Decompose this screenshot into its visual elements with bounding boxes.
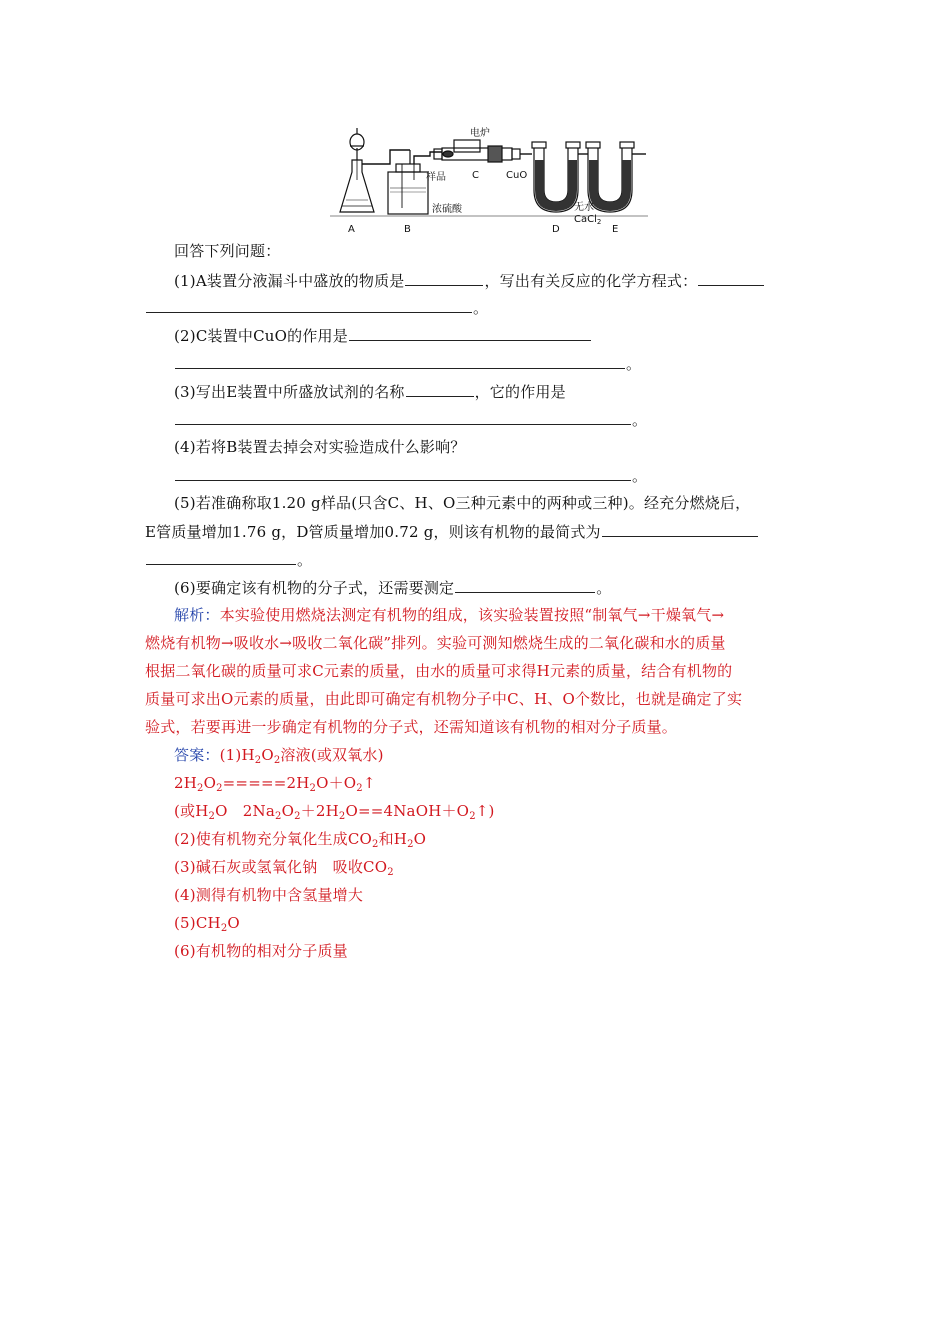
question-3: (3)写出E装置中所盛放试剂的名称 ，它的作用是	[174, 383, 566, 401]
label-anhydrous: 无水	[574, 202, 594, 213]
u-tube-e	[586, 142, 646, 212]
answer-equation-2: (或$H_2O$ $2Na_2O_2+2H_2O==4NaOH+O_2↑$)	[174, 802, 495, 822]
answer-blank[interactable]	[146, 549, 296, 565]
answer-blank[interactable]	[698, 270, 764, 286]
analysis-line-3: 根据二氧化碳的质量可求C元素的质量，由水的质量可求得H元素的质量，结合有机物的	[145, 662, 733, 680]
question-1-cont: 。	[145, 297, 488, 318]
answer-2: (2)使有机物充分氧化生成$CO_2$和$H_2O$	[174, 830, 427, 850]
analysis-line-4: 质量可求出O元素的质量，由此即可确定有机物分子中C、H、O个数比，也就是确定了实	[145, 690, 743, 708]
apparatus-diagram	[330, 120, 660, 235]
question-5: (5)若准确称取1.20 g样品(只含C、H、O三种元素中的两种或三种)。经充分燃烧后，	[174, 494, 751, 512]
question-5-line2: E管质量增加1.76 g，D管质量增加0.72 g，则该有机物的最简式为	[145, 521, 759, 542]
answer-equation-1: $2H_2O_2=====2H_2O+O_2↑$	[174, 774, 376, 794]
label-sample: 样品	[426, 172, 446, 183]
label-d: D	[552, 224, 560, 235]
answer-label: 答案：	[174, 746, 220, 764]
answer-blank[interactable]	[175, 465, 631, 481]
answer-blank[interactable]	[175, 409, 631, 425]
answer-blank[interactable]	[349, 325, 591, 341]
label-cuo: CuO	[506, 170, 528, 181]
question-1: (1)A装置分液漏斗中盛放的物质是 ，写出有关反应的化学方程式：	[174, 270, 765, 291]
answer-blank[interactable]	[405, 270, 483, 286]
label-cacl2: CaCl$_2$	[574, 214, 602, 226]
analysis-line-5: 验式，若要再进一步确定有机物的分子式，还需知道该有机物的相对分子质量。	[145, 718, 678, 736]
answer-blank[interactable]	[406, 381, 474, 397]
answer-blank[interactable]	[455, 577, 595, 593]
answer-4: (4)测得有机物中含氢量增大	[174, 886, 364, 904]
question-4: (4)若将B装置去掉会对实验造成什么影响？	[174, 438, 466, 456]
label-e: E	[612, 224, 619, 235]
answer-blank[interactable]	[602, 521, 758, 537]
analysis-label: 解析：	[174, 606, 220, 624]
question-2-cont: 。	[174, 353, 641, 374]
question-2: (2)C装置中CuO的作用是	[174, 325, 592, 346]
analysis-line-2: 燃烧有机物→吸收水→吸收二氧化碳”排列。实验可测知燃烧生成的二氧化碳和水的质量	[145, 634, 726, 652]
label-c: C	[472, 170, 479, 181]
tube-c	[434, 140, 532, 162]
flask-a	[340, 128, 410, 212]
label-a: A	[348, 224, 355, 235]
answer-5: $(5)CH_2O$	[174, 914, 240, 934]
question-3-cont: 。	[174, 409, 647, 430]
answer-6: (6)有机物的相对分子质量	[174, 942, 348, 960]
answer-blank[interactable]	[175, 353, 625, 369]
question-4-cont: 。	[174, 465, 647, 486]
analysis-line-1: 解析：本实验使用燃烧法测定有机物的组成，该实验装置按照“制氧气→干燥氧气→	[174, 606, 725, 624]
label-furnace: 电炉	[470, 128, 490, 139]
answer-3: (3)碱石灰或氢氧化钠 吸收$CO_2$	[174, 858, 394, 878]
label-acid: 浓硫酸	[432, 204, 462, 215]
question-intro: 回答下列问题：	[174, 242, 281, 260]
label-b: B	[404, 224, 411, 235]
question-6: (6)要确定该有机物的分子式，还需要测定 。	[174, 579, 612, 597]
question-5-cont: 。	[145, 549, 312, 570]
answer-1: 答案：$(1)H_2O_2$溶液(或双氧水)	[174, 746, 384, 766]
answer-blank[interactable]	[146, 297, 472, 313]
